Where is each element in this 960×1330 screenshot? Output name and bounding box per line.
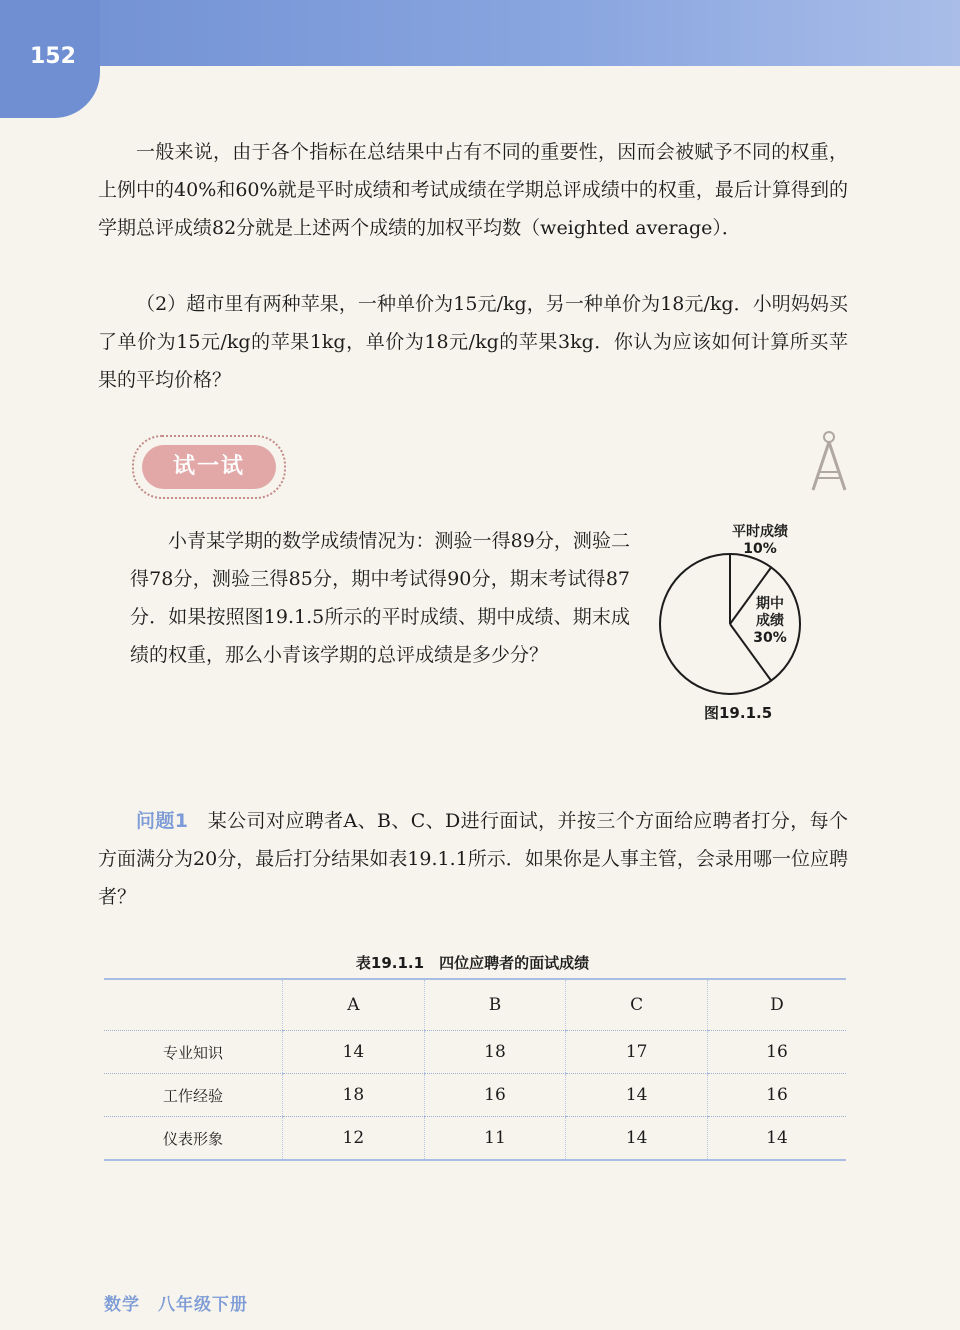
table-cell: 16: [707, 1074, 846, 1117]
compass-icon: [804, 428, 854, 498]
table-cell: 14: [283, 1031, 425, 1074]
try-it-badge: [132, 435, 286, 499]
table-cell: 14: [566, 1074, 708, 1117]
table-cell: 16: [424, 1074, 566, 1117]
col-header-b: B: [424, 979, 566, 1031]
problem-text: 某公司对应聘者A、B、C、D进行面试，并按三个方面给应聘者打分，每个方面满分为20分，最后打分结果如表19.1.1所示．如果你是人事主管，会录用哪一位应聘者？: [98, 810, 848, 908]
table-title: 表19.1.1 四位应聘者的面试成绩: [355, 954, 590, 972]
row-label-appearance: 仪表形象: [104, 1117, 283, 1161]
scores-table: [104, 978, 846, 1161]
header-band: [0, 0, 960, 66]
pie-label-regular-value: 10%: [743, 541, 777, 557]
table-row: [104, 1117, 846, 1161]
table-cell: 12: [283, 1117, 425, 1161]
paragraph-apple-price: （2）超市里有两种苹果，一种单价为15元/kg，另一种单价为18元/kg．小明妈妈买了单价为15元/kg的苹果1kg，单价为18元/kg的苹果3kg．你认为应该如何计算所买苹果的平均价格？: [98, 293, 848, 391]
pie-label-midterm: [746, 596, 794, 647]
try-it-text: 小青某学期的数学成绩情况为：测验一得89分，测验二得78分，测验三得85分，期中考试得90分，期末考试得87分．如果按照图19.1.5所示的平时成绩、期中成绩、期末成绩的权重，那么小青该学期的总评成绩是多少分？: [130, 530, 630, 666]
pie-chart: [650, 520, 870, 730]
page-number: 152: [30, 44, 76, 69]
table-cell: 14: [566, 1117, 708, 1161]
table-row: [104, 1074, 846, 1117]
pie-label-regular: [712, 524, 808, 558]
figure-caption: 图19.1.5: [704, 704, 773, 722]
table-cell: 14: [707, 1117, 846, 1161]
footer-book-title: 数学 八年级下册: [104, 1295, 248, 1315]
table-cell: 11: [424, 1117, 566, 1161]
table-cell: 18: [283, 1074, 425, 1117]
table-header-row: [104, 979, 846, 1031]
col-header-a: A: [283, 979, 425, 1031]
table-row: [104, 1031, 846, 1074]
pie-label-midterm-value: 30%: [753, 630, 787, 646]
col-header-d: D: [707, 979, 846, 1031]
problem-label: 问题1: [136, 810, 188, 832]
table-cell: 18: [424, 1031, 566, 1074]
try-it-label: 试一试: [142, 445, 276, 489]
problem-1: [98, 802, 848, 916]
pie-label-regular-name: 平时成绩: [732, 524, 788, 540]
pie-label-midterm-name-line1: 期中: [756, 596, 784, 612]
pie-label-midterm-name-line2: 成绩: [756, 613, 784, 629]
table-cell: 16: [707, 1031, 846, 1074]
table-corner: [104, 979, 283, 1031]
row-label-knowledge: 专业知识: [104, 1031, 283, 1074]
paragraph-weighted-average: 一般来说，由于各个指标在总结果中占有不同的重要性，因而会被赋予不同的权重，上例中的40%和60%就是平时成绩和考试成绩在学期总评成绩中的权重，最后计算得到的学期总评成绩82分就是上述两个成绩的加权平均数（weighted average）．: [98, 141, 848, 239]
row-label-experience: 工作经验: [104, 1074, 283, 1117]
problem-spacer: [188, 810, 208, 832]
col-header-c: C: [566, 979, 708, 1031]
table-cell: 17: [566, 1031, 708, 1074]
